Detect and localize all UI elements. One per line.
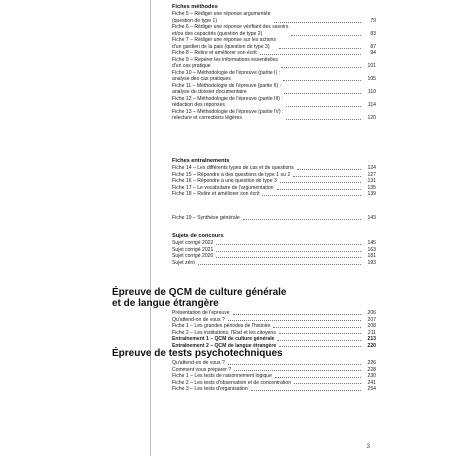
toc-entry[interactable] <box>172 83 376 96</box>
toc-entry-text: Présentation de l'épreuve <box>172 310 230 316</box>
page-number: 3 <box>366 444 370 450</box>
toc-entry[interactable] <box>172 96 376 109</box>
toc-entry-text: Fiche 19 – Synthèse générale <box>172 215 240 221</box>
toc-list <box>172 360 376 393</box>
toc-entry-page: 135 <box>367 184 376 191</box>
dot-leader <box>286 119 361 120</box>
dot-leader <box>275 377 361 378</box>
toc-entry-page: 241 <box>367 379 376 386</box>
section-fiches-methodes <box>172 4 376 122</box>
section-heading: Fiches entraînements <box>172 158 230 164</box>
dot-leader <box>216 244 361 245</box>
dot-leader <box>216 251 361 252</box>
toc-entry-page: 124 <box>367 165 376 172</box>
dot-leader <box>228 320 361 321</box>
dot-leader <box>277 340 361 341</box>
dot-leader <box>233 314 361 315</box>
toc-entry-page: 94 <box>370 50 376 57</box>
toc-entry-page: 206 <box>367 310 376 316</box>
toc-entry-page: 120 <box>367 115 376 122</box>
part-title-psycho: Épreuve de tests psychotechniques <box>112 348 283 359</box>
dot-leader <box>283 80 361 81</box>
toc-entry-text: Comment vous préparer ? <box>172 366 232 373</box>
dot-leader <box>234 370 361 371</box>
toc-entry-page: 228 <box>367 366 376 373</box>
toc-entry-page: 220 <box>367 342 376 349</box>
dot-leader <box>262 195 361 196</box>
toc-entry[interactable] <box>172 11 376 24</box>
toc-entry-page: 127 <box>367 171 376 178</box>
toc-entry-page: 105 <box>367 76 376 83</box>
toc-entry-page: 143 <box>367 215 376 221</box>
toc-list <box>172 11 376 122</box>
dot-leader <box>291 35 361 36</box>
toc-entry-text: Sujet corrigé 2021 <box>172 246 214 253</box>
dot-leader <box>274 22 361 23</box>
section-fiches-entrainements <box>172 158 376 198</box>
dot-leader <box>279 48 361 49</box>
toc-entry-page: 254 <box>367 386 376 392</box>
toc-entry-text: Qu'attend-on de vous ? <box>172 316 225 323</box>
dot-leader <box>243 219 361 220</box>
dot-leader <box>286 106 361 107</box>
toc-entry-text: Sujet corrigé 2022 <box>172 240 214 247</box>
toc-entry-page: 208 <box>367 323 376 329</box>
toc-entry[interactable] <box>172 191 376 198</box>
dot-leader <box>273 327 361 328</box>
toc-entry-text: Fiche 17 – Le vocabulaire de l'argumentation <box>172 184 274 191</box>
toc-entry-text: Fiche 9 – Repérer les informations essentielles d'un cas pratique <box>172 56 278 70</box>
section-heading: Sujets de concours <box>172 233 224 239</box>
toc-entry-text: Fiche 5 – Rédiger une réponse argumentée (question de type 1) <box>172 11 271 24</box>
dot-leader <box>297 169 361 170</box>
dot-leader <box>294 383 361 384</box>
page-margin-rule <box>150 0 151 456</box>
toc-entry-text: Entraînement 1 – QCM de culture générale <box>172 336 275 342</box>
toc-entry-text: Fiche 2 – Les institutions, l'État et les citoyens <box>172 329 276 336</box>
toc-entry-text: Fiche 1 – Les tests de raisonnement logique <box>172 373 272 379</box>
part-title-qcm: Épreuve de QCM de culture générale et de langue étrangère <box>112 287 287 309</box>
toc-entry-text: Fiche 1 – Les grandes périodes de l'histoire <box>172 323 271 329</box>
toc-entry[interactable] <box>172 24 376 37</box>
toc-list <box>172 310 376 349</box>
toc-entry[interactable] <box>172 57 376 70</box>
dot-leader <box>281 67 361 68</box>
toc-entry-page: 114 <box>367 102 376 109</box>
toc-entry-text: Fiche 11 – Méthodologie de l'épreuve (partie II) : analyse du dossier documentaire <box>172 82 282 96</box>
toc-entry-page: 193 <box>367 259 376 266</box>
toc-entry-text: Fiche 7 – Rédiger une réponse sur les actions d'un gardien de la paix (question de type 3) <box>172 37 276 50</box>
toc-list <box>172 165 376 198</box>
toc-entry[interactable] <box>172 70 376 83</box>
toc-entry-text: Fiche 10 – Méthodologie de l'épreuve (partie I) : analyse des cas pratiques <box>172 69 281 83</box>
dot-leader <box>279 346 361 347</box>
toc-entry-page: 213 <box>367 336 376 342</box>
toc-entry[interactable] <box>172 260 376 267</box>
toc-list <box>172 240 376 266</box>
dot-leader <box>280 182 361 183</box>
toc-entry-text: Fiche 13 – Méthodologie de l'épreuve (partie IV) : relecture et corrections légères <box>172 108 284 122</box>
dot-leader <box>251 390 361 391</box>
toc-entry-page: 110 <box>367 89 376 96</box>
toc-entry-text: Entraînement 2 – QCM de langue étrangère <box>172 342 277 349</box>
dot-leader <box>284 93 361 94</box>
toc-entry-page: 226 <box>367 360 376 366</box>
toc-entry[interactable] <box>172 109 376 122</box>
toc-entry-page: 139 <box>367 191 376 198</box>
toc-entry-page: 87 <box>370 43 376 50</box>
toc-entry-text: Fiche 12 – Méthodologie de l'épreuve (partie III) : rédaction des réponses <box>172 95 283 109</box>
toc-entry-text: Sujet corrigé 2020 <box>172 253 214 260</box>
toc-entry-page: 83 <box>370 30 376 37</box>
dot-leader <box>277 189 362 190</box>
toc-entry-page: 163 <box>367 246 376 253</box>
toc-entry-text: Fiche 18 – Relire et améliorer son écrit <box>172 191 260 198</box>
dot-leader <box>216 257 361 258</box>
toc-entry-page: 131 <box>367 178 376 185</box>
toc-entry-text: Fiche 2 – Les tests d'observation et de concentration <box>172 379 292 386</box>
dot-leader <box>198 264 361 265</box>
toc-entry-synthese[interactable] <box>172 215 376 222</box>
toc-entry-text: Fiche 15 – Répondre à des questions de type 1 ou 2 <box>172 171 291 178</box>
toc-entry-text: Fiche 3 – Les tests d'organisation <box>172 386 248 392</box>
toc-entry-page: 211 <box>367 329 376 336</box>
dot-leader <box>228 364 361 365</box>
toc-entry-page: 79 <box>370 17 376 24</box>
toc-entry-text: Fiche 8 – Relire et améliorer son écrit <box>172 50 257 57</box>
toc-entry[interactable] <box>172 386 376 393</box>
toc-entry[interactable] <box>172 37 376 50</box>
section-heading: Fiches méthodes <box>172 4 218 10</box>
toc-entry-page: 145 <box>367 240 376 247</box>
toc-entry-text: Fiche 16 – Répondre à une question de type 3 <box>172 178 277 185</box>
toc-entry-page: 230 <box>367 373 376 379</box>
toc-entry-text: Fiche 14 – Les différents types de cas et de questions <box>172 165 294 172</box>
toc-entry-page: 181 <box>367 253 376 260</box>
toc-entry-text: Sujet zéro <box>172 259 195 266</box>
dot-leader <box>279 333 361 334</box>
dot-leader <box>293 176 361 177</box>
toc-entry-page: 207 <box>367 316 376 323</box>
toc-entry-page: 101 <box>367 63 376 70</box>
section-sujets <box>172 233 376 266</box>
dot-leader <box>260 54 361 55</box>
toc-entry-text: Qu'attend-on de vous ? <box>172 360 225 366</box>
toc-entry-text: Fiche 6 – Rédiger une réponse vérifiant des savoirs et/ou des capacités (question de type 2) <box>172 24 289 37</box>
